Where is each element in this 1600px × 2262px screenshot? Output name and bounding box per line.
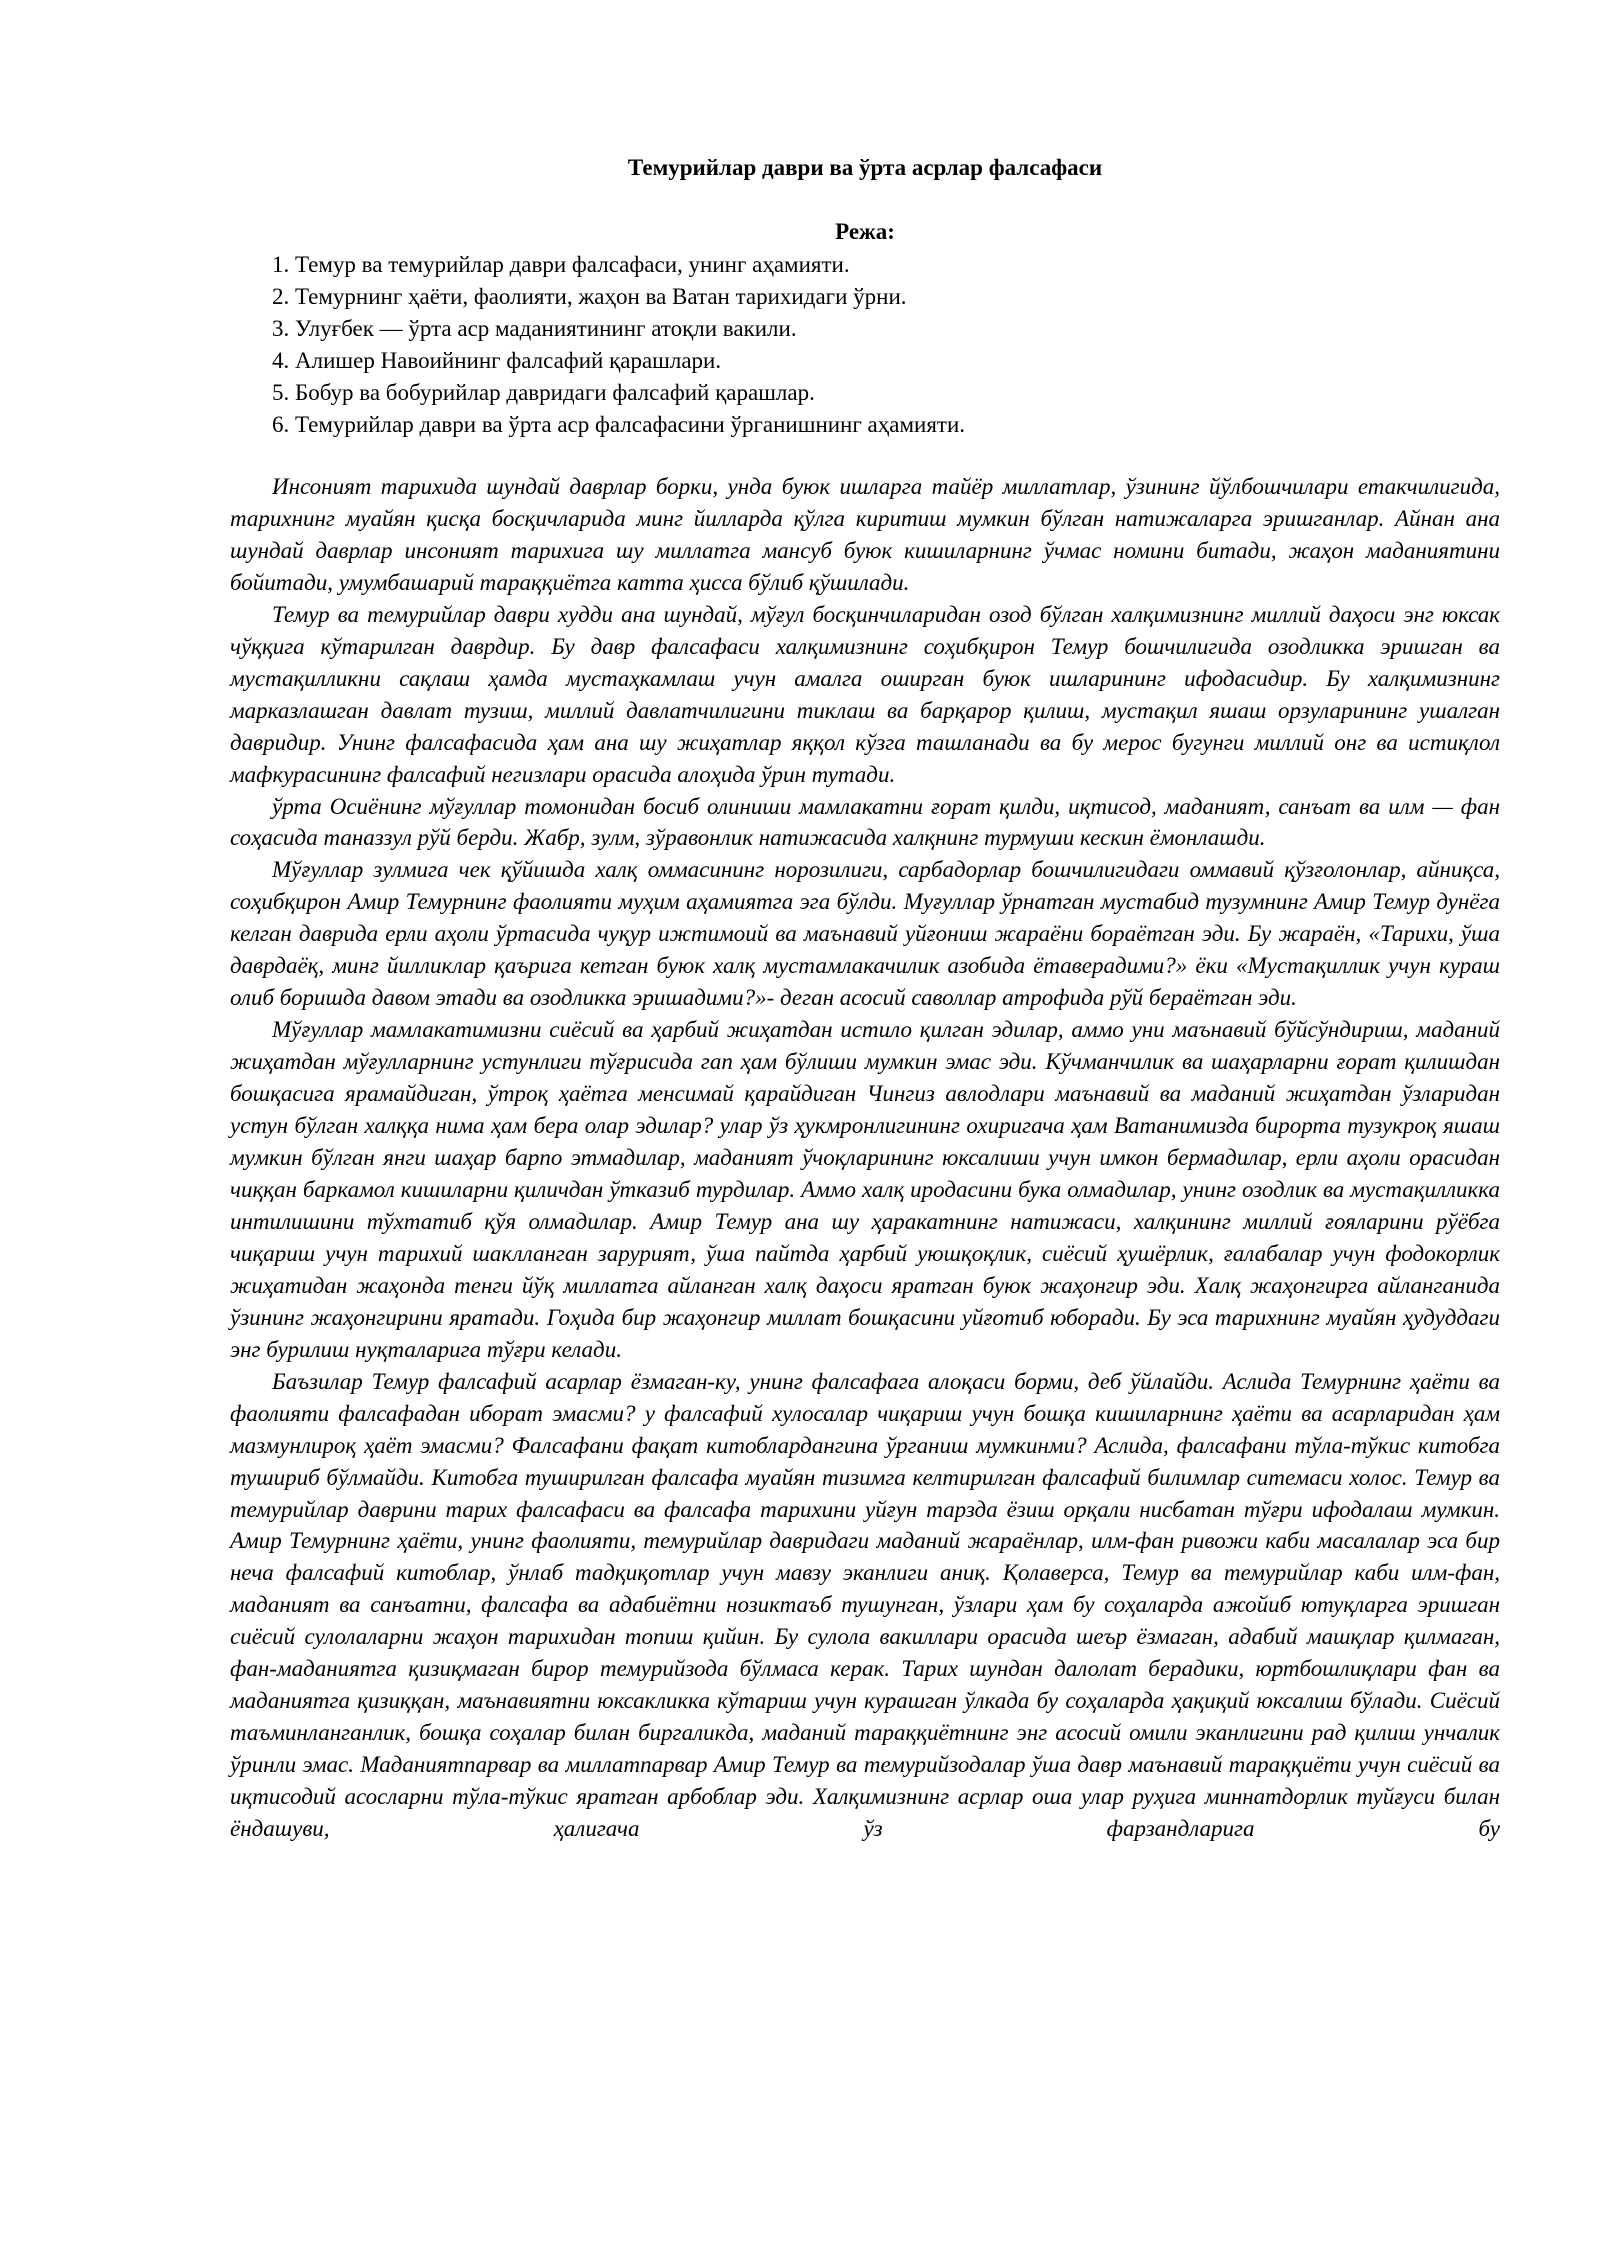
body-text [230,471,1500,1845]
document-title: Темурийлар даври ва ўрта асрлар фалсафаси [627,155,1103,180]
plan-item: 2. Темурнинг ҳаёти, фаолияти, жаҳон ва Ватан тарихидаги ўрни. [272,284,907,309]
paragraph: Инсоният тарихида шундай даврлар борки, унда буюк ишларга тайёр миллатлар, ўзининг йўлбошчилари етакчилигида, тарихнинг муайян қисқа босқичларида минг йилларда қўлга киритиш мумкин бўлган натижаларга эришганлар. Айнан ана шундай даврлар инсоният тарихига шу миллатга мансуб буюк кишиларнинг ўчмас номини битади, жаҳон маданиятини бойитади, умумбашарий тараққиётга катта ҳисса бўлиб қўшилади. [230,474,1500,595]
plan-item: 4. Алишер Навоийнинг фалсафий қарашлари. [272,348,722,373]
plan-heading: Режа: [835,219,895,244]
paragraph: Темур ва темурийлар даври худди ана шундай, мўғул босқинчиларидан озод бўлган халқимизнинг миллий даҳоси энг юксак чўққига кўтарилган даврдир. Бу давр фалсафаси халқимизнинг соҳибқирон Темур бошчилигида озодликка эришган ва мустақилликни сақлаш ҳамда мустаҳкамлаш учун амалга оширган буюк ишларининг ифодасидир. Бу халқимизнинг марказлашган давлат тузиш, миллий давлатчилигини тиклаш ва барқарор қилиш, мустақил яшаш орзуларининг ушалган давридир. Унинг фалсафасида ҳам ана шу жиҳатлар яққол кўзга ташланади ва бу мерос бугунги миллий онг ва истиқлол мафкурасининг фалсафий негизлари орасида алоҳида ўрин тутади. [230,601,1500,787]
paragraph: Баъзилар Темур фалсафий асарлар ёзмаган-ку, унинг фалсафага алоқаси борми, деб ўйлайди. Аслида Темурнинг ҳаёти ва фаолияти фалсафадан иборат эмасми? у фалсафий хулосалар чиқариш учун бошқа кишиларнинг ҳаёти ва асарларидан ҳам мазмунлироқ ҳаёт эмасми? Фалсафани фақат китоблардангина ўрганиш мумкинми? Аслида, фалсафани тўла-тўкис китобга тушириб бўлмайди. Китобга туширилган фалсафа муайян тизимга келтирилган фалсафий билимлар ситемаси холос. Темур ва темурийлар даврини тарих фалсафаси ва фалсафа тарихини уйғун тарзда ёзиш орқали нисбатан тўғри ифодалаш мумкин. Амир Темурнинг ҳаёти, унинг фаолияти, темурийлар давридаги маданий жараёнлар, илм-фан ривожи каби масалалар эса бир неча фалсафий китоблар, ўнлаб тадқиқотлар учун мавзу эканлиги аниқ. Қолаверса, Темур ва темурийлар каби илм-фан, маданият ва санъатни, фалсафа ва адабиётни нозиктаъб тушунган, ўзлари ҳам бу соҳаларда ажойиб ютуқларга эришган сиёсий сулолаларни жаҳон тарихидан топиш қийин. Бу сулола вакиллари орасида шеър ёзмаган, адабий машқлар қилмаган, фан-маданиятга қизиқмаган бирор темурийзода бўлмаса керак. Тарих шундан далолат берадики, юртбошлиқлари фан ва маданиятга қизиққан, маънавиятни юксакликка кўтариш учун курашган ўлкада бу соҳаларда ҳақиқий юксалиш бўлади. Сиёсий таъминланганлик, бошқа соҳалар билан биргаликда, маданий тараққиётнинг энг асосий омили эканлигини рад қилиш унчалик ўринли эмас. Маданиятпарвар ва миллатпарвар Амир Темур ва темурийзодалар ўша давр маънавий тараққиёти учун сиёсий ва иқтисодий асосларни тўла-тўкис яратган арбоблар эди. Халқимизнинг асрлар оша улар руҳига миннатдорлик туйғуси билан ёндашуви, ҳалигача ўз фарзандларига бу [230,1368,1500,1842]
plan-item: 3. Улуғбек — ўрта аср маданиятининг атоқли вакили. [272,316,797,341]
paragraph: Мўғуллар зулмига чек қўйишда халқ оммасининг норозилиги, сарбадорлар бошчилигидаги оммавий қўзғолонлар, айниқса, соҳибқирон Амир Темурнинг фаолияти муҳим аҳамиятга эга бўлди. Муғуллар ўрнатган мустабид тузумнинг Амир Темур дунёга келган даврида ерли аҳоли ўртасида чуқур ижтимоий ва маънавий уйғониш жараёни бораётган эди. Бу жараён, «Тарихи, ўша даврдаёқ, минг йилликлар қаърига кетган буюк халқ мустамлакачилик азобида ётаверадими?» ёки «Мустақиллик учун кураш олиб боришда давом этади ва озодликка эришадими?»- деган асосий саволлар атрофида рўй бераётган эди. [230,857,1500,1011]
paragraph: Мўғуллар мамлакатимизни сиёсий ва ҳарбий жиҳатдан истило қилган эдилар, аммо уни маънавий бўйсўндириш, маданий жиҳатдан мўғулларнинг устунлиги тўғрисида гап ҳам бўлиши мумкин эмас эди. Кўчманчилик ва шаҳарларни ғорат қилишдан бошқасига ярамайдиган, ўтроқ ҳаётга менсимай қарайдиган Чингиз авлодлари маънавий ва маданий жиҳатдан ўзларидан устун бўлган халққа нима ҳам бера олар эдилар? улар ўз ҳукмронлигининг охиригача ҳам Ватанимизда бирорта тузукроқ яшаш мумкин бўлган янги шаҳар барпо этмадилар, маданият ўчоқларининг юксалиши учун имкон бермадилар, ерли аҳоли орасидан чиққан баркамол кишиларни қиличдан ўтказиб турдилар. Аммо халқ иродасини бука олмадилар, унинг озодлик ва мустақилликка интилишини тўхтатиб қўя олмадилар. Амир Темур ана шу ҳаракатнинг натижаси, халқининг миллий ғояларини рўёбга чиқариш учун тарихий шаклланган зарурият, ўша пайтда ҳарбий уюшқоқлик, сиёсий ҳушёрлик, ғалабалар учун фодокорлик жиҳатидан жаҳонда тенги йўқ миллатга айланган халқ даҳоси яратган буюк жаҳонгир эди. Халқ жаҳонгирга айланганида ўзининг жаҳонгирини яратади. Гоҳида бир жаҳонгир миллат бошқасини уйғотиб юборади. Бу эса тарихнинг муайян ҳудуддаги энг бурилиш нуқталарига тўғри келади. [230,1017,1500,1362]
plan-item: 6. Темурийлар даври ва ўрта аср фалсафасини ўрганишнинг аҳамияти. [272,412,966,437]
paragraph: ўрта Осиёнинг мўғуллар томонидан босиб олиниши мамлакатни ғорат қилди, иқтисод, маданият, санъат ва илм — фан соҳасида таназзул рўй берди. Жабр, зулм, зўравонлик натижасида халқнинг турмуши кескин ёмонлашди. [230,793,1500,851]
plan-item: 5. Бобур ва бобурийлар давридаги фалсафий қарашлар. [272,380,815,405]
plan-item: 1. Темур ва темурийлар даври фалсафаси, унинг аҳамияти. [272,252,850,277]
plan-list [272,249,965,441]
